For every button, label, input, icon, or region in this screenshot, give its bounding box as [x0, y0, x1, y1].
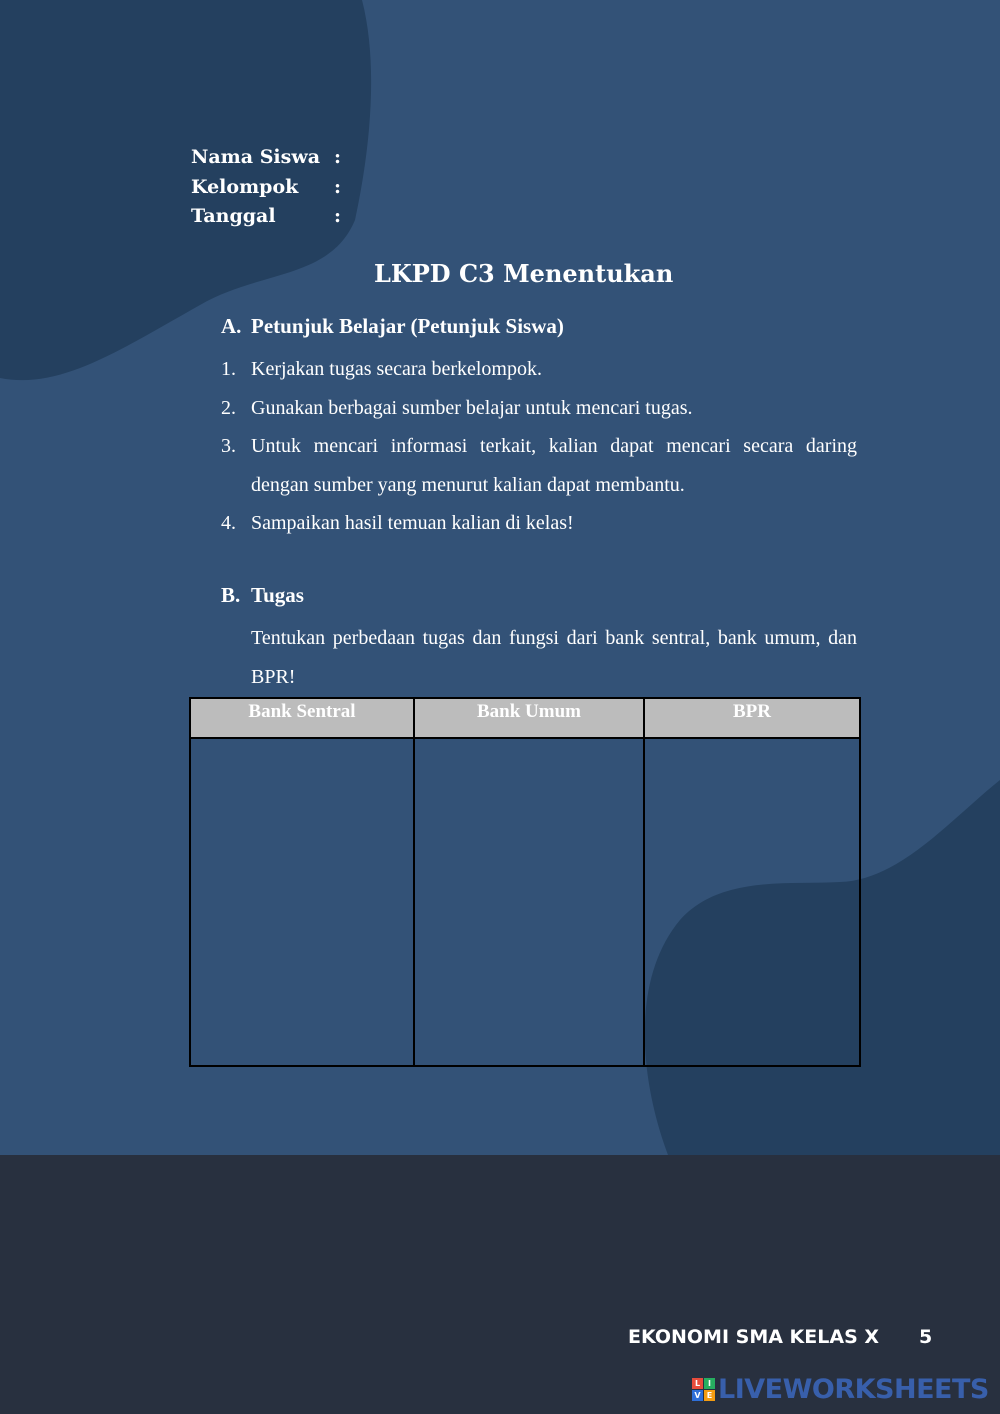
answer-cell-bpr[interactable]	[644, 738, 860, 1066]
instruction-list	[221, 350, 857, 543]
list-text: Gunakan berbagai sumber belajar untuk mencari tugas.	[251, 396, 693, 419]
list-number: 3.	[221, 435, 236, 457]
section-marker: B.	[221, 583, 241, 607]
identity-label: Kelompok	[191, 175, 299, 198]
section-title: Petunjuk Belajar (Petunjuk Siswa)	[251, 314, 564, 338]
section-title: Tugas	[251, 583, 304, 607]
list-item	[221, 504, 857, 543]
page-title: LKPD C3 Menentukan	[374, 259, 674, 288]
answer-table	[189, 697, 861, 1067]
column-header-bank-umum: Bank Umum	[414, 698, 644, 738]
list-text: Kerjakan tugas secara berkelompok.	[251, 358, 542, 380]
column-header-bank-sentral: Bank Sentral	[190, 698, 414, 738]
section-marker: A.	[221, 314, 242, 338]
table-row	[190, 738, 860, 1066]
list-number: 1.	[221, 358, 236, 380]
list-item	[221, 427, 857, 504]
column-header-bpr: BPR	[644, 698, 860, 738]
watermark-text: LIVEWORKSHEETS	[718, 1374, 989, 1405]
section-a-heading	[221, 314, 564, 339]
logo-letter: E	[704, 1390, 715, 1401]
identity-label: Nama Siswa	[191, 146, 321, 168]
task-instruction: Tentukan perbedaan tugas dan fungsi dari bank sentral, bank umum, dan BPR!	[251, 627, 857, 688]
identity-colon: :	[334, 146, 342, 168]
list-item	[221, 350, 857, 389]
identity-row-name	[191, 143, 341, 173]
list-text: Untuk mencari informasi terkait, kalian dapat mencari secara daring dengan sumber yang menurut kalian dapat membantu.	[251, 435, 857, 496]
table-header-row	[190, 698, 860, 738]
list-item	[221, 389, 857, 428]
answer-cell-bank-umum[interactable]	[414, 738, 644, 1066]
logo-letter: I	[704, 1378, 715, 1389]
page-number: 5	[919, 1326, 933, 1348]
identity-label: Tanggal	[191, 205, 276, 227]
identity-row-date	[191, 202, 341, 232]
logo-letter: L	[692, 1378, 703, 1389]
list-number: 2.	[221, 396, 236, 419]
watermark	[692, 1374, 989, 1405]
list-number: 4.	[221, 512, 236, 534]
logo-letter: V	[692, 1390, 703, 1401]
section-b-heading	[221, 583, 304, 608]
liveworksheets-logo-icon	[692, 1378, 715, 1401]
identity-colon: :	[334, 205, 342, 227]
answer-cell-bank-sentral[interactable]	[190, 738, 414, 1066]
identity-row-group	[191, 173, 341, 203]
identity-colon: :	[334, 175, 342, 198]
student-identity	[191, 143, 341, 232]
footer-book-label: EKONOMI SMA KELAS X	[628, 1326, 880, 1348]
list-text: Sampaikan hasil temuan kalian di kelas!	[251, 512, 574, 534]
